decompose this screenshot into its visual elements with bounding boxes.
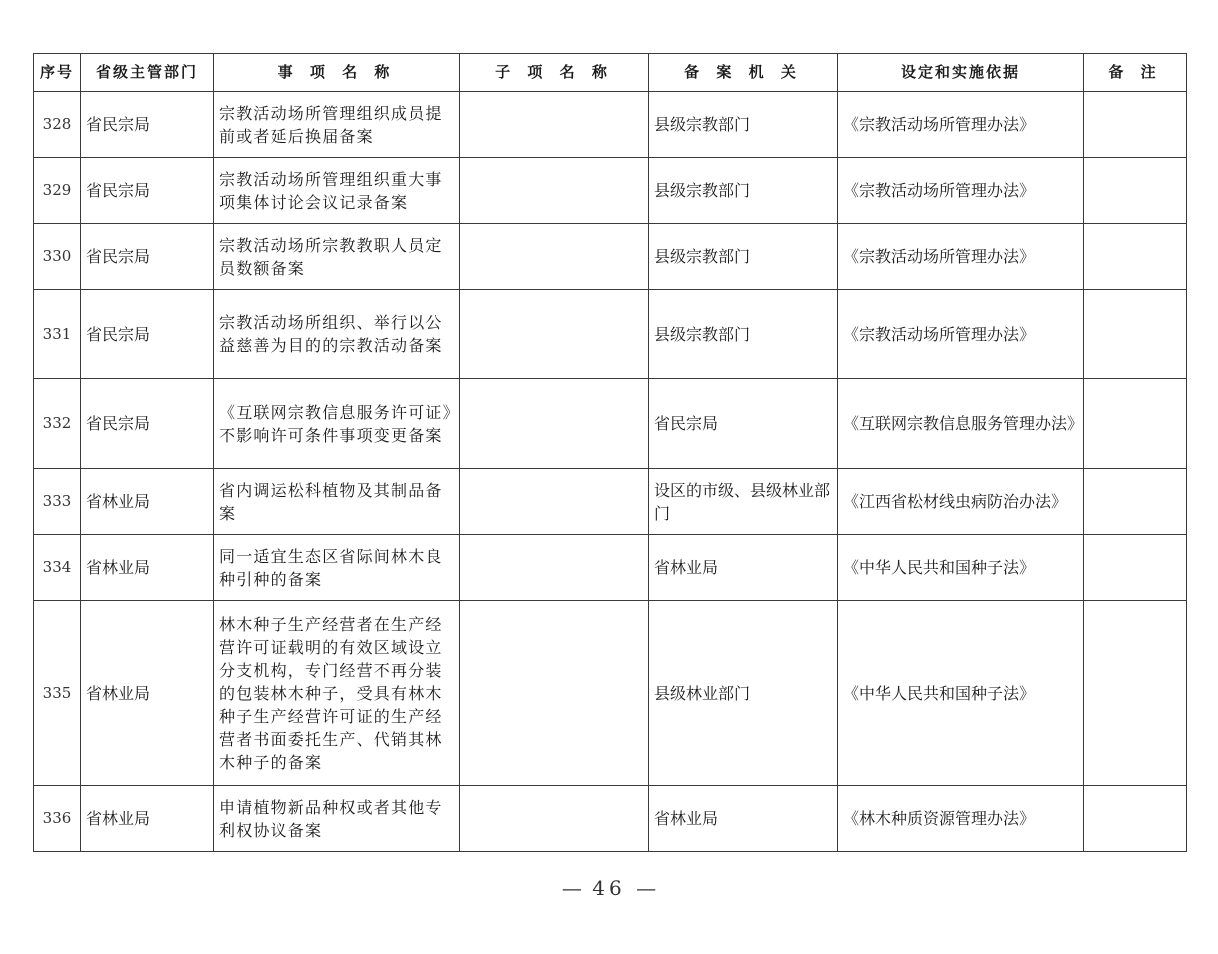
footer-dash-right: — bbox=[636, 876, 657, 900]
row-item-name: 宗教活动场所管理组织成员提前或者延后换届备案 bbox=[214, 92, 460, 158]
header-filing-authority: 备 案 机 关 bbox=[649, 54, 838, 92]
row-sub-item-name bbox=[460, 290, 649, 379]
row-remarks bbox=[1084, 158, 1187, 224]
page-number: 46 bbox=[592, 876, 626, 900]
row-item-name: 省内调运松科植物及其制品备案 bbox=[214, 469, 460, 535]
row-serial-number: 332 bbox=[34, 379, 81, 469]
row-item-name: 林木种子生产经营者在生产经营许可证载明的有效区域设立分支机构，专门经营不再分装的包装林木种子，受具有林木种子生产经营许可证的生产经营者书面委托生产、代销其林木种子的备案 bbox=[214, 601, 460, 786]
row-sub-item-name bbox=[460, 535, 649, 601]
row-serial-number: 328 bbox=[34, 92, 81, 158]
row-basis: 《中华人民共和国种子法》 bbox=[838, 601, 1084, 786]
footer-dash-left: — bbox=[561, 876, 582, 900]
row-serial-number: 329 bbox=[34, 158, 81, 224]
table-row bbox=[34, 601, 1187, 786]
row-remarks bbox=[1084, 469, 1187, 535]
row-sub-item-name bbox=[460, 379, 649, 469]
row-department: 省林业局 bbox=[81, 469, 214, 535]
row-remarks bbox=[1084, 601, 1187, 786]
table-row bbox=[34, 158, 1187, 224]
row-serial-number: 334 bbox=[34, 535, 81, 601]
table-row bbox=[34, 535, 1187, 601]
table-body bbox=[34, 92, 1187, 852]
header-remarks: 备 注 bbox=[1084, 54, 1187, 92]
row-basis: 《宗教活动场所管理办法》 bbox=[838, 158, 1084, 224]
row-basis: 《林木种质资源管理办法》 bbox=[838, 786, 1084, 852]
table-row bbox=[34, 786, 1187, 852]
row-sub-item-name bbox=[460, 92, 649, 158]
row-filing-authority: 县级林业部门 bbox=[649, 601, 838, 786]
row-filing-authority: 县级宗教部门 bbox=[649, 158, 838, 224]
header-basis: 设定和实施依据 bbox=[838, 54, 1084, 92]
header-sub-item-name: 子 项 名 称 bbox=[460, 54, 649, 92]
row-remarks bbox=[1084, 224, 1187, 290]
row-item-name: 申请植物新品种权或者其他专利权协议备案 bbox=[214, 786, 460, 852]
row-department: 省林业局 bbox=[81, 535, 214, 601]
table-row bbox=[34, 469, 1187, 535]
row-sub-item-name bbox=[460, 469, 649, 535]
row-serial-number: 330 bbox=[34, 224, 81, 290]
row-item-name: 宗教活动场所管理组织重大事项集体讨论会议记录备案 bbox=[214, 158, 460, 224]
row-sub-item-name bbox=[460, 224, 649, 290]
row-filing-authority: 省林业局 bbox=[649, 535, 838, 601]
row-item-name: 同一适宜生态区省际间林木良种引种的备案 bbox=[214, 535, 460, 601]
table-row bbox=[34, 92, 1187, 158]
row-department: 省林业局 bbox=[81, 786, 214, 852]
row-serial-number: 336 bbox=[34, 786, 81, 852]
row-department: 省民宗局 bbox=[81, 158, 214, 224]
row-remarks bbox=[1084, 535, 1187, 601]
table-row bbox=[34, 379, 1187, 469]
record-table bbox=[33, 53, 1187, 852]
row-serial-number: 335 bbox=[34, 601, 81, 786]
row-remarks bbox=[1084, 92, 1187, 158]
page-footer bbox=[0, 876, 1218, 900]
row-serial-number: 331 bbox=[34, 290, 81, 379]
row-filing-authority: 县级宗教部门 bbox=[649, 224, 838, 290]
row-sub-item-name bbox=[460, 786, 649, 852]
row-remarks bbox=[1084, 379, 1187, 469]
row-filing-authority: 县级宗教部门 bbox=[649, 92, 838, 158]
row-filing-authority: 设区的市级、县级林业部门 bbox=[649, 469, 838, 535]
header-row bbox=[34, 54, 1187, 92]
row-filing-authority: 省民宗局 bbox=[649, 379, 838, 469]
document-page bbox=[33, 53, 1186, 852]
row-remarks bbox=[1084, 290, 1187, 379]
row-department: 省民宗局 bbox=[81, 92, 214, 158]
row-filing-authority: 县级宗教部门 bbox=[649, 290, 838, 379]
row-sub-item-name bbox=[460, 601, 649, 786]
table-row bbox=[34, 290, 1187, 379]
row-remarks bbox=[1084, 786, 1187, 852]
row-filing-authority: 省林业局 bbox=[649, 786, 838, 852]
row-basis: 《江西省松材线虫病防治办法》 bbox=[838, 469, 1084, 535]
row-basis: 《宗教活动场所管理办法》 bbox=[838, 290, 1084, 379]
header-item-name: 事 项 名 称 bbox=[214, 54, 460, 92]
row-basis: 《宗教活动场所管理办法》 bbox=[838, 92, 1084, 158]
header-department: 省级主管部门 bbox=[81, 54, 214, 92]
row-basis: 《中华人民共和国种子法》 bbox=[838, 535, 1084, 601]
row-department: 省民宗局 bbox=[81, 290, 214, 379]
row-department: 省民宗局 bbox=[81, 379, 214, 469]
row-department: 省民宗局 bbox=[81, 224, 214, 290]
row-item-name: 《互联网宗教信息服务许可证》不影响许可条件事项变更备案 bbox=[214, 379, 460, 469]
row-basis: 《互联网宗教信息服务管理办法》 bbox=[838, 379, 1084, 469]
table-row bbox=[34, 224, 1187, 290]
row-item-name: 宗教活动场所宗教教职人员定员数额备案 bbox=[214, 224, 460, 290]
header-serial-number: 序号 bbox=[34, 54, 81, 92]
row-serial-number: 333 bbox=[34, 469, 81, 535]
table-header bbox=[34, 54, 1187, 92]
row-sub-item-name bbox=[460, 158, 649, 224]
row-basis: 《宗教活动场所管理办法》 bbox=[838, 224, 1084, 290]
row-department: 省林业局 bbox=[81, 601, 214, 786]
row-item-name: 宗教活动场所组织、举行以公益慈善为目的的宗教活动备案 bbox=[214, 290, 460, 379]
